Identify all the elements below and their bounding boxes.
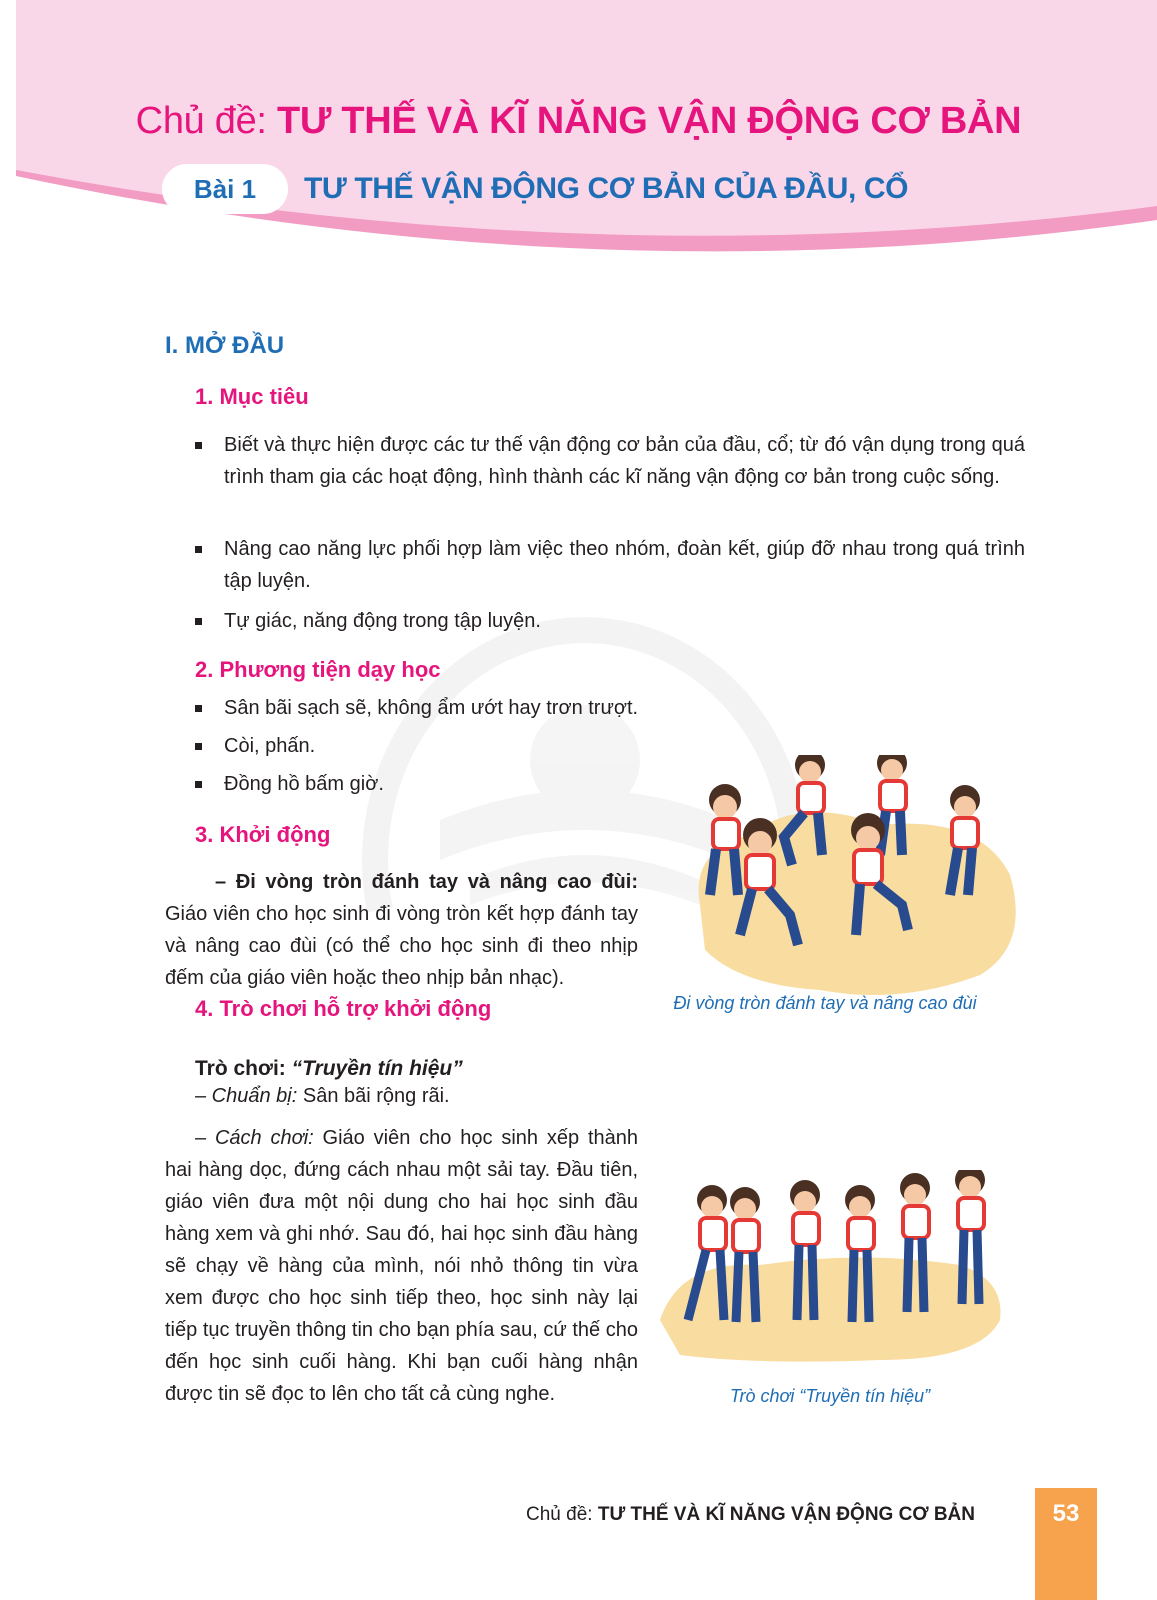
warmup-text: Giáo viên cho học sinh đi vòng tròn kết hợp đánh tay và nâng cao đùi (có thể cho học sinh đi theo nhịp đếm của giáo viên hoặc theo nhịp bản nhạc). (165, 903, 638, 989)
goal-item-text: Nâng cao năng lực phối hợp làm việc theo nhóm, đoàn kết, giúp đỡ nhau trong quá trình tập luyện. (224, 538, 1025, 592)
topic-title-prefix: Chủ đề: (135, 100, 267, 142)
heading-khoi-dong: 3. Khởi động (195, 822, 331, 847)
footer-topic-prefix: Chủ đề: (526, 1504, 598, 1525)
heading-muc-tieu: 1. Mục tiêu (195, 384, 309, 409)
game-prep-text: Sân bãi rộng rãi. (297, 1085, 450, 1107)
game-how-label: – Cách chơi: (195, 1127, 314, 1149)
game-title-prefix: Trò chơi: (195, 1057, 292, 1080)
caption-walking-circle: Đi vòng tròn đánh tay và nâng cao đùi (673, 993, 977, 1013)
goal-item (195, 605, 1025, 637)
means-item-text: Còi, phấn. (224, 735, 316, 757)
caption-passing-signal: Trò chơi “Truyền tín hiệu” (729, 1386, 931, 1406)
means-item-text: Sân bãi sạch sẽ, không ẩm ướt hay trơn trượt. (224, 697, 639, 719)
heading-tro-choi: 4. Trò chơi hỗ trợ khởi động (195, 996, 492, 1021)
goal-item-text: Tự giác, năng động trong tập luyện. (224, 610, 541, 632)
footer-topic (526, 1504, 975, 1526)
game-title-name: “Truyền tín hiệu” (291, 1057, 463, 1080)
lesson-title: TƯ THẾ VẬN ĐỘNG CƠ BẢN CỦA ĐẦU, CỔ (304, 172, 909, 205)
lesson-label: Bài 1 (162, 164, 288, 214)
illustration-walking-circle (680, 755, 1030, 1005)
bullet-square-icon (195, 705, 202, 712)
game-title (195, 1057, 463, 1081)
bullet-square-icon (195, 781, 202, 788)
bullet-square-icon (195, 442, 202, 449)
page-number: 53 (1035, 1488, 1097, 1600)
means-item-text: Đồng hồ bấm giờ. (224, 773, 384, 795)
means-item (195, 692, 1025, 724)
topic-title-main: TƯ THẾ VÀ KĨ NĂNG VẬN ĐỘNG CƠ BẢN (276, 100, 1022, 142)
illustration-passing-signal (660, 1170, 1010, 1370)
bullet-square-icon (195, 618, 202, 625)
warmup-paragraph (165, 866, 638, 994)
section-heading-mo-dau: I. MỞ ĐẦU (165, 332, 285, 359)
goal-item (195, 429, 1025, 493)
game-how-text: Giáo viên cho học sinh xếp thành hai hàng dọc, đứng cách nhau một sải tay. Đầu tiên, giáo viên đưa một nội dung cho hai học sinh đầu hàng xem và ghi nhớ. Sau đó, hai học sinh đầu hàng sẽ chạy về hàng của mình, nói nhỏ thông tin vừa xem được cho học sinh tiếp theo, học sinh này lại tiếp tục truyền thông tin cho bạn phía sau, cứ thế cho đến học sinh cuối hàng. Khi bạn cuối hàng nhận được tin sẽ đọc to lên cho tất cả cùng nghe. (165, 1127, 639, 1405)
game-prep (195, 1080, 450, 1112)
warmup-lead: – Đi vòng tròn đánh tay và nâng cao đùi: (215, 871, 638, 893)
bullet-square-icon (195, 546, 202, 553)
goal-item-text: Biết và thực hiện được các tư thế vận động cơ bản của đầu, cổ; từ đó vận dụng trong quá trình tham gia các hoạt động, hình thành các kĩ năng vận động cơ bản trong cuộc sống. (224, 434, 1025, 488)
goal-item (195, 533, 1025, 597)
game-prep-label: – Chuẩn bị: (195, 1085, 298, 1107)
bullet-square-icon (195, 743, 202, 750)
heading-phuong-tien: 2. Phương tiện dạy học (195, 657, 441, 682)
footer-topic-title: TƯ THẾ VÀ KĨ NĂNG VẬN ĐỘNG CƠ BẢN (597, 1504, 975, 1525)
game-how-paragraph (165, 1122, 638, 1410)
